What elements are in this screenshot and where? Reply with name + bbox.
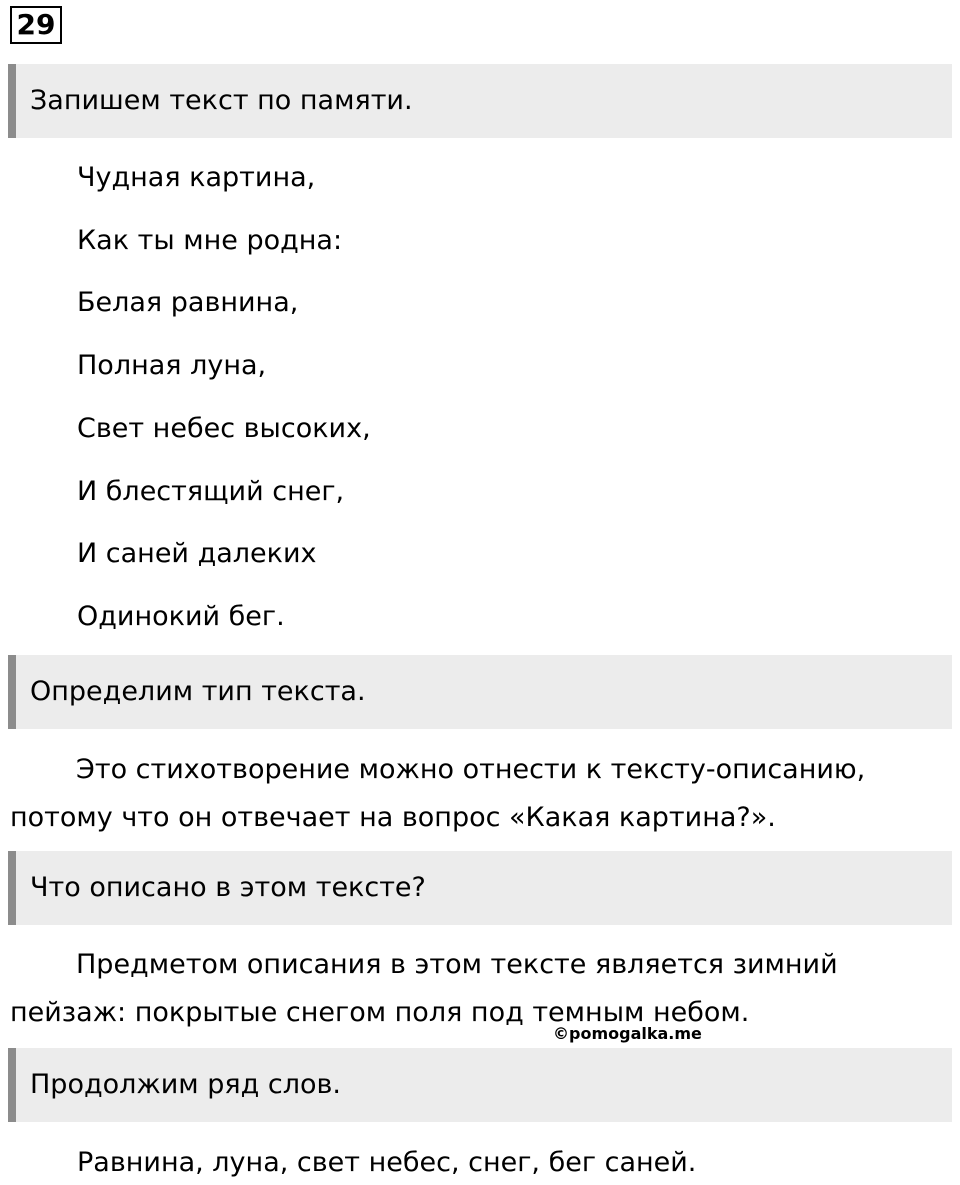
- poem-line: Белая равнина,: [77, 287, 299, 318]
- section-header-text: Продолжим ряд слов.: [30, 1069, 341, 1100]
- poem-line: Чудная картина,: [77, 162, 316, 193]
- answer-word-row: Равнина, луна, свет небес, снег, бег саней.: [77, 1147, 697, 1178]
- section-header-text: Запишем текст по памяти.: [30, 85, 413, 116]
- section-header-described: [8, 851, 952, 925]
- poem-line: Полная луна,: [77, 350, 267, 381]
- poem-line: И блестящий снег,: [77, 476, 345, 507]
- paragraph-described: Предметом описания в этом тексте является зимний пейзаж: покрытые снегом поля под темным небом.: [10, 949, 838, 1028]
- section-header-word-row: [8, 1048, 952, 1122]
- poem-line: Одинокий бег.: [77, 601, 285, 632]
- section-header-recall: [8, 64, 952, 138]
- task-number-box: 29: [10, 6, 62, 44]
- section-header-text: Определим тип текста.: [30, 676, 366, 707]
- paragraph-text-type: Это стихотворение можно отнести к тексту-описанию, потому что он отвечает на вопрос «Какая картина?».: [10, 754, 866, 833]
- poem-line: И саней далеких: [77, 538, 317, 569]
- poem-line: Как ты мне родна:: [77, 225, 343, 256]
- section-header-text-type: [8, 655, 952, 729]
- section-header-text: Что описано в этом тексте?: [30, 872, 426, 903]
- poem-line: Свет небес высоких,: [77, 413, 371, 444]
- watermark: ©pomogalka.me: [553, 1024, 702, 1043]
